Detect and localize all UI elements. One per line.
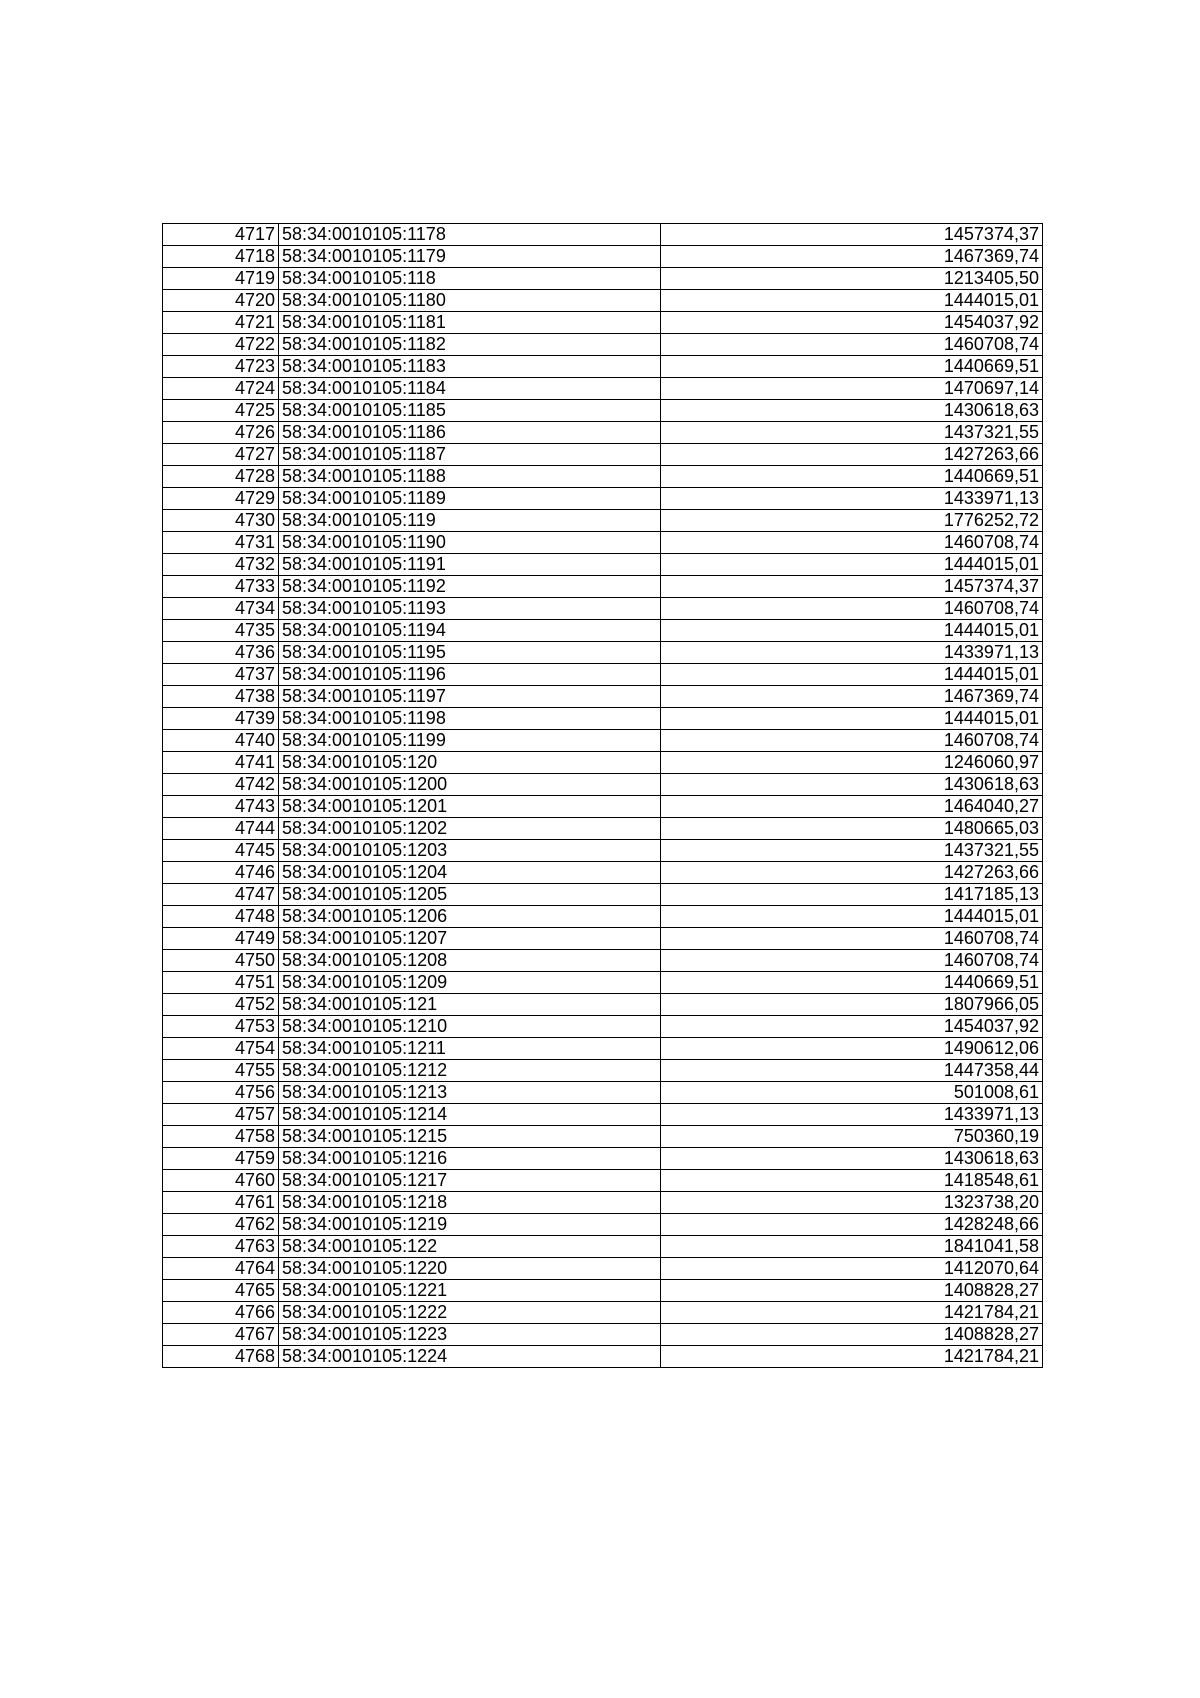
- row-number-cell: 4739: [163, 708, 279, 730]
- cadastral-number-cell: 58:34:0010105:1221: [279, 1280, 661, 1302]
- table-row: [163, 1038, 1043, 1060]
- row-number-cell: 4735: [163, 620, 279, 642]
- cadastral-number-cell: 58:34:0010105:1222: [279, 1302, 661, 1324]
- row-number-cell: 4744: [163, 818, 279, 840]
- row-number-cell: 4733: [163, 576, 279, 598]
- table-row: [163, 1170, 1043, 1192]
- cadastral-value-cell: 1433971,13: [661, 488, 1043, 510]
- table-row: [163, 400, 1043, 422]
- cadastral-number-cell: 58:34:0010105:119: [279, 510, 661, 532]
- row-number-cell: 4741: [163, 752, 279, 774]
- cadastral-value-cell: 1444015,01: [661, 664, 1043, 686]
- cadastral-value-cell: 1464040,27: [661, 796, 1043, 818]
- cadastral-value-cell: 1444015,01: [661, 620, 1043, 642]
- cadastral-number-cell: 58:34:0010105:1202: [279, 818, 661, 840]
- row-number-cell: 4730: [163, 510, 279, 532]
- table-row: [163, 994, 1043, 1016]
- row-number-cell: 4748: [163, 906, 279, 928]
- cadastral-value-cell: 1408828,27: [661, 1324, 1043, 1346]
- table-row: [163, 334, 1043, 356]
- row-number-cell: 4721: [163, 312, 279, 334]
- cadastral-value-table: [162, 223, 1043, 1368]
- cadastral-value-cell: 1467369,74: [661, 246, 1043, 268]
- row-number-cell: 4765: [163, 1280, 279, 1302]
- row-number-cell: 4725: [163, 400, 279, 422]
- row-number-cell: 4728: [163, 466, 279, 488]
- row-number-cell: 4759: [163, 1148, 279, 1170]
- table-row: [163, 378, 1043, 400]
- cadastral-number-cell: 58:34:0010105:122: [279, 1236, 661, 1258]
- cadastral-value-cell: 1430618,63: [661, 774, 1043, 796]
- row-number-cell: 4731: [163, 532, 279, 554]
- table-row: [163, 466, 1043, 488]
- cadastral-number-cell: 58:34:0010105:1197: [279, 686, 661, 708]
- table-row: [163, 576, 1043, 598]
- row-number-cell: 4749: [163, 928, 279, 950]
- table-row: [163, 532, 1043, 554]
- cadastral-number-cell: 58:34:0010105:120: [279, 752, 661, 774]
- cadastral-number-cell: 58:34:0010105:1188: [279, 466, 661, 488]
- row-number-cell: 4764: [163, 1258, 279, 1280]
- cadastral-number-cell: 58:34:0010105:1186: [279, 422, 661, 444]
- cadastral-number-cell: 58:34:0010105:1191: [279, 554, 661, 576]
- cadastral-value-cell: 1437321,55: [661, 422, 1043, 444]
- table-row: [163, 796, 1043, 818]
- cadastral-number-cell: 58:34:0010105:1200: [279, 774, 661, 796]
- row-number-cell: 4757: [163, 1104, 279, 1126]
- row-number-cell: 4755: [163, 1060, 279, 1082]
- row-number-cell: 4719: [163, 268, 279, 290]
- cadastral-value-cell: 1427263,66: [661, 862, 1043, 884]
- cadastral-number-cell: 58:34:0010105:1217: [279, 1170, 661, 1192]
- table-row: [163, 686, 1043, 708]
- table-row: [163, 1126, 1043, 1148]
- row-number-cell: 4750: [163, 950, 279, 972]
- table-row: [163, 1148, 1043, 1170]
- row-number-cell: 4738: [163, 686, 279, 708]
- cadastral-number-cell: 58:34:0010105:1193: [279, 598, 661, 620]
- row-number-cell: 4737: [163, 664, 279, 686]
- cadastral-value-cell: 1460708,74: [661, 334, 1043, 356]
- row-number-cell: 4760: [163, 1170, 279, 1192]
- row-number-cell: 4752: [163, 994, 279, 1016]
- cadastral-number-cell: 58:34:0010105:121: [279, 994, 661, 1016]
- row-number-cell: 4743: [163, 796, 279, 818]
- table-row: [163, 598, 1043, 620]
- cadastral-number-cell: 58:34:0010105:1215: [279, 1126, 661, 1148]
- cadastral-number-cell: 58:34:0010105:1182: [279, 334, 661, 356]
- cadastral-value-cell: 1421784,21: [661, 1302, 1043, 1324]
- table-row: [163, 290, 1043, 312]
- cadastral-value-cell: 1480665,03: [661, 818, 1043, 840]
- table-row: [163, 488, 1043, 510]
- cadastral-value-cell: 1460708,74: [661, 730, 1043, 752]
- cadastral-value-cell: 1467369,74: [661, 686, 1043, 708]
- cadastral-number-cell: 58:34:0010105:1178: [279, 224, 661, 246]
- cadastral-value-cell: 1807966,05: [661, 994, 1043, 1016]
- row-number-cell: 4758: [163, 1126, 279, 1148]
- table-row: [163, 1346, 1043, 1368]
- table-row: [163, 510, 1043, 532]
- cadastral-value-cell: 1430618,63: [661, 1148, 1043, 1170]
- row-number-cell: 4753: [163, 1016, 279, 1038]
- table-row: [163, 422, 1043, 444]
- cadastral-number-cell: 58:34:0010105:1190: [279, 532, 661, 554]
- cadastral-value-cell: 1490612,06: [661, 1038, 1043, 1060]
- cadastral-number-cell: 58:34:0010105:1185: [279, 400, 661, 422]
- cadastral-number-cell: 58:34:0010105:1218: [279, 1192, 661, 1214]
- table-row: [163, 1324, 1043, 1346]
- table-row: [163, 224, 1043, 246]
- row-number-cell: 4732: [163, 554, 279, 576]
- table-row: [163, 1280, 1043, 1302]
- cadastral-number-cell: 58:34:0010105:1181: [279, 312, 661, 334]
- cadastral-number-cell: 58:34:0010105:1206: [279, 906, 661, 928]
- cadastral-number-cell: 58:34:0010105:1210: [279, 1016, 661, 1038]
- table-row: [163, 972, 1043, 994]
- table-row: [163, 620, 1043, 642]
- row-number-cell: 4724: [163, 378, 279, 400]
- table-row: [163, 444, 1043, 466]
- cadastral-value-cell: 1447358,44: [661, 1060, 1043, 1082]
- cadastral-value-cell: 1457374,37: [661, 224, 1043, 246]
- cadastral-number-cell: 58:34:0010105:1211: [279, 1038, 661, 1060]
- table-row: [163, 1082, 1043, 1104]
- table-row: [163, 862, 1043, 884]
- cadastral-number-cell: 58:34:0010105:1179: [279, 246, 661, 268]
- row-number-cell: 4736: [163, 642, 279, 664]
- cadastral-value-cell: 1470697,14: [661, 378, 1043, 400]
- row-number-cell: 4767: [163, 1324, 279, 1346]
- table-body: [163, 224, 1043, 1368]
- cadastral-value-cell: 1460708,74: [661, 928, 1043, 950]
- table-row: [163, 664, 1043, 686]
- table-row: [163, 884, 1043, 906]
- cadastral-number-cell: 58:34:0010105:1180: [279, 290, 661, 312]
- cadastral-number-cell: 58:34:0010105:1194: [279, 620, 661, 642]
- cadastral-value-cell: 1428248,66: [661, 1214, 1043, 1236]
- cadastral-value-cell: 1457374,37: [661, 576, 1043, 598]
- cadastral-value-cell: 1246060,97: [661, 752, 1043, 774]
- table-row: [163, 246, 1043, 268]
- cadastral-value-cell: 1454037,92: [661, 1016, 1043, 1038]
- table-row: [163, 1236, 1043, 1258]
- table-row: [163, 1214, 1043, 1236]
- cadastral-value-cell: 1421784,21: [661, 1346, 1043, 1368]
- row-number-cell: 4717: [163, 224, 279, 246]
- row-number-cell: 4766: [163, 1302, 279, 1324]
- table-row: [163, 840, 1043, 862]
- row-number-cell: 4754: [163, 1038, 279, 1060]
- table-row: [163, 730, 1043, 752]
- table-row: [163, 642, 1043, 664]
- row-number-cell: 4751: [163, 972, 279, 994]
- cadastral-value-cell: 1433971,13: [661, 642, 1043, 664]
- row-number-cell: 4729: [163, 488, 279, 510]
- row-number-cell: 4742: [163, 774, 279, 796]
- cadastral-value-cell: 1444015,01: [661, 290, 1043, 312]
- cadastral-value-cell: 1454037,92: [661, 312, 1043, 334]
- row-number-cell: 4756: [163, 1082, 279, 1104]
- cadastral-number-cell: 58:34:0010105:1184: [279, 378, 661, 400]
- table-row: [163, 774, 1043, 796]
- table-row: [163, 554, 1043, 576]
- cadastral-number-cell: 58:34:0010105:1213: [279, 1082, 661, 1104]
- cadastral-number-cell: 58:34:0010105:1216: [279, 1148, 661, 1170]
- cadastral-value-cell: 1323738,20: [661, 1192, 1043, 1214]
- cadastral-value-cell: 1460708,74: [661, 532, 1043, 554]
- cadastral-number-cell: 58:34:0010105:118: [279, 268, 661, 290]
- row-number-cell: 4763: [163, 1236, 279, 1258]
- table-row: [163, 818, 1043, 840]
- table-row: [163, 1302, 1043, 1324]
- table-row: [163, 752, 1043, 774]
- cadastral-value-cell: 1427263,66: [661, 444, 1043, 466]
- row-number-cell: 4720: [163, 290, 279, 312]
- cadastral-number-cell: 58:34:0010105:1201: [279, 796, 661, 818]
- table-row: [163, 356, 1043, 378]
- cadastral-number-cell: 58:34:0010105:1195: [279, 642, 661, 664]
- cadastral-number-cell: 58:34:0010105:1183: [279, 356, 661, 378]
- cadastral-number-cell: 58:34:0010105:1219: [279, 1214, 661, 1236]
- cadastral-number-cell: 58:34:0010105:1189: [279, 488, 661, 510]
- row-number-cell: 4746: [163, 862, 279, 884]
- cadastral-value-cell: 1430618,63: [661, 400, 1043, 422]
- cadastral-number-cell: 58:34:0010105:1205: [279, 884, 661, 906]
- cadastral-number-cell: 58:34:0010105:1192: [279, 576, 661, 598]
- row-number-cell: 4762: [163, 1214, 279, 1236]
- cadastral-number-cell: 58:34:0010105:1187: [279, 444, 661, 466]
- cadastral-number-cell: 58:34:0010105:1196: [279, 664, 661, 686]
- cadastral-value-cell: 1412070,64: [661, 1258, 1043, 1280]
- cadastral-value-cell: 1408828,27: [661, 1280, 1043, 1302]
- row-number-cell: 4734: [163, 598, 279, 620]
- table-row: [163, 268, 1043, 290]
- cadastral-number-cell: 58:34:0010105:1199: [279, 730, 661, 752]
- row-number-cell: 4722: [163, 334, 279, 356]
- cadastral-number-cell: 58:34:0010105:1224: [279, 1346, 661, 1368]
- table-row: [163, 1016, 1043, 1038]
- cadastral-value-cell: 501008,61: [661, 1082, 1043, 1104]
- table-row: [163, 1104, 1043, 1126]
- cadastral-value-cell: 1437321,55: [661, 840, 1043, 862]
- row-number-cell: 4761: [163, 1192, 279, 1214]
- row-number-cell: 4768: [163, 1346, 279, 1368]
- row-number-cell: 4747: [163, 884, 279, 906]
- cadastral-value-cell: 1841041,58: [661, 1236, 1043, 1258]
- cadastral-number-cell: 58:34:0010105:1198: [279, 708, 661, 730]
- cadastral-number-cell: 58:34:0010105:1223: [279, 1324, 661, 1346]
- table-row: [163, 312, 1043, 334]
- cadastral-value-cell: 1444015,01: [661, 906, 1043, 928]
- cadastral-value-cell: 1444015,01: [661, 708, 1043, 730]
- cadastral-value-cell: 1776252,72: [661, 510, 1043, 532]
- table-row: [163, 906, 1043, 928]
- row-number-cell: 4740: [163, 730, 279, 752]
- cadastral-value-cell: 1444015,01: [661, 554, 1043, 576]
- cadastral-value-cell: 1213405,50: [661, 268, 1043, 290]
- row-number-cell: 4726: [163, 422, 279, 444]
- cadastral-number-cell: 58:34:0010105:1209: [279, 972, 661, 994]
- cadastral-number-cell: 58:34:0010105:1208: [279, 950, 661, 972]
- table-row: [163, 950, 1043, 972]
- cadastral-value-cell: 1460708,74: [661, 950, 1043, 972]
- cadastral-value-cell: 1433971,13: [661, 1104, 1043, 1126]
- cadastral-value-cell: 1417185,13: [661, 884, 1043, 906]
- table-row: [163, 928, 1043, 950]
- row-number-cell: 4723: [163, 356, 279, 378]
- cadastral-number-cell: 58:34:0010105:1214: [279, 1104, 661, 1126]
- cadastral-number-cell: 58:34:0010105:1212: [279, 1060, 661, 1082]
- table-row: [163, 708, 1043, 730]
- table-row: [163, 1258, 1043, 1280]
- row-number-cell: 4718: [163, 246, 279, 268]
- cadastral-value-cell: 750360,19: [661, 1126, 1043, 1148]
- cadastral-number-cell: 58:34:0010105:1207: [279, 928, 661, 950]
- table-row: [163, 1060, 1043, 1082]
- row-number-cell: 4745: [163, 840, 279, 862]
- row-number-cell: 4727: [163, 444, 279, 466]
- cadastral-value-cell: 1440669,51: [661, 972, 1043, 994]
- cadastral-value-cell: 1440669,51: [661, 356, 1043, 378]
- cadastral-value-cell: 1440669,51: [661, 466, 1043, 488]
- cadastral-number-cell: 58:34:0010105:1203: [279, 840, 661, 862]
- cadastral-number-cell: 58:34:0010105:1204: [279, 862, 661, 884]
- cadastral-number-cell: 58:34:0010105:1220: [279, 1258, 661, 1280]
- cadastral-value-cell: 1418548,61: [661, 1170, 1043, 1192]
- table-row: [163, 1192, 1043, 1214]
- cadastral-value-cell: 1460708,74: [661, 598, 1043, 620]
